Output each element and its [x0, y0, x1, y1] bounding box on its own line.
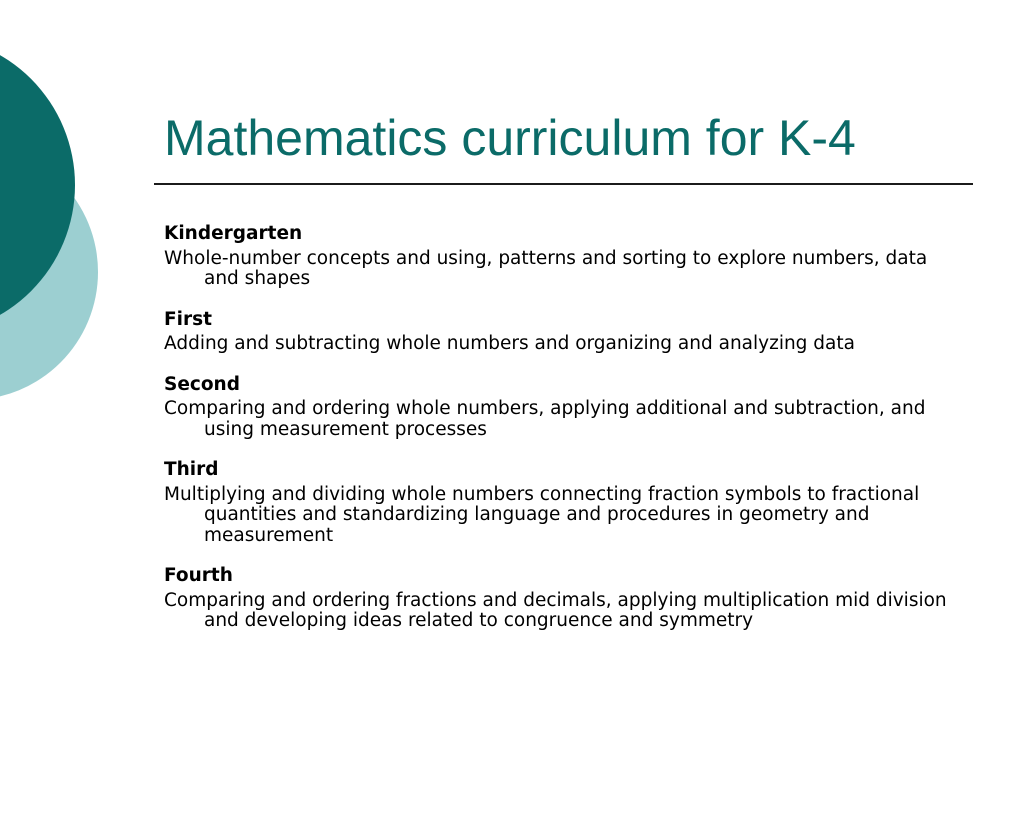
grade-description: Adding and subtracting whole numbers and organizing and analyzing data — [164, 333, 855, 354]
section-kindergarten — [164, 224, 954, 290]
section-fourth — [164, 566, 954, 632]
grade-heading: Third — [164, 459, 219, 480]
decorative-circles — [0, 0, 110, 450]
grade-heading: Second — [164, 373, 240, 395]
slide-title: Mathematics curriculum for K-4 — [164, 110, 856, 166]
section-third — [164, 460, 954, 546]
grade-description: Comparing and ordering whole numbers, applying additional and subtraction, and using measurement processes — [164, 398, 926, 440]
grade-heading: Kindergarten — [164, 223, 303, 244]
grade-heading: First — [164, 308, 212, 330]
title-divider — [154, 183, 973, 185]
curriculum-list — [164, 224, 954, 652]
grade-description: Multiplying and dividing whole numbers connecting fraction symbols to fractional quantities and standardizing language and procedures in geometry and measurement — [164, 483, 920, 546]
section-first — [164, 310, 954, 355]
section-second — [164, 375, 954, 441]
grade-heading: Fourth — [164, 565, 233, 586]
grade-description: Comparing and ordering fractions and decimals, applying multiplication mid division and developing ideas related to congruence and symmetry — [164, 589, 947, 631]
grade-description: Whole-number concepts and using, patterns and sorting to explore numbers, data and shapes — [164, 247, 928, 289]
